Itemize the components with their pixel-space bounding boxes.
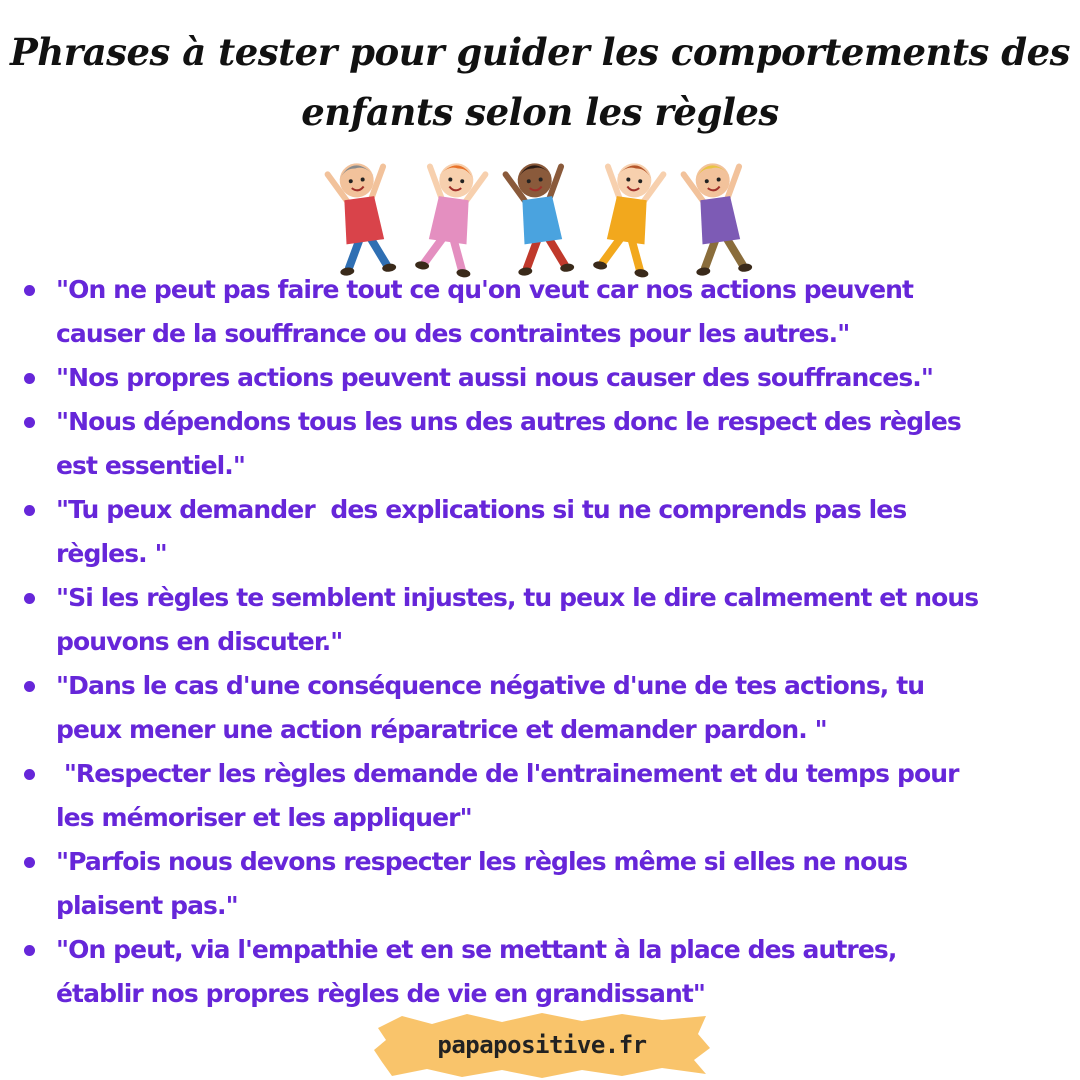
quote-text: "On peut, via l'empathie et en se mettant à la place des autres, établir nos propres règles de vie en grandissant": [56, 935, 897, 1008]
quote-list: [22, 268, 1078, 1016]
quote-item: [22, 488, 1078, 576]
quote-item: [22, 840, 1078, 928]
quote-item: [22, 664, 1078, 752]
quote-text: "Respecter les règles demande de l'entrainement et du temps pour les mémoriser et les appliquer": [56, 759, 959, 832]
title-line-2: enfants selon les règles: [301, 90, 779, 134]
bullet-icon: [24, 681, 35, 692]
title-line-1: Phrases à tester pour guider les comportements des: [9, 30, 1070, 74]
bullet-icon: [24, 285, 35, 296]
quote-text: "Parfois nous devons respecter les règles même si elles ne nous plaisent pas.": [56, 847, 908, 920]
child-figure: [504, 160, 576, 278]
bullet-icon: [24, 857, 35, 868]
child-figure: [414, 159, 486, 278]
bullet-icon: [24, 505, 35, 516]
page-title: [0, 22, 1080, 142]
child-figure: [326, 160, 398, 278]
bullet-icon: [24, 417, 35, 428]
quote-item: [22, 268, 1078, 356]
quote-text: "Dans le cas d'une conséquence négative d'une de tes actions, tu peux mener une action réparatrice et demander pardon. ": [56, 671, 925, 744]
quote-item: [22, 576, 1078, 664]
quote-text: "Si les règles te semblent injustes, tu peux le dire calmement et nous pouvons en discuter.": [56, 583, 979, 656]
child-figure: [682, 160, 754, 278]
quote-text: "On ne peut pas faire tout ce qu'on veut car nos actions peuvent causer de la souffrance ou des contraintes pour les autres.": [56, 275, 914, 348]
quote-item: [22, 928, 1078, 1016]
bullet-icon: [24, 769, 35, 780]
dancing-children-icon: [318, 148, 762, 278]
quote-item: [22, 752, 1078, 840]
bullet-icon: [24, 945, 35, 956]
quote-text: "Tu peux demander des explications si tu ne comprends pas les règles. ": [56, 495, 907, 568]
quote-item: [22, 400, 1078, 488]
quote-item: [22, 356, 1078, 400]
bullet-icon: [24, 593, 35, 604]
quote-text: "Nous dépendons tous les uns des autres donc le respect des règles est essentiel.": [56, 407, 961, 480]
quote-text: "Nos propres actions peuvent aussi nous causer des souffrances.": [56, 363, 934, 392]
website-label[interactable]: papapositive.fr: [437, 1031, 647, 1059]
bullet-icon: [24, 373, 35, 384]
child-figure: [592, 159, 664, 278]
